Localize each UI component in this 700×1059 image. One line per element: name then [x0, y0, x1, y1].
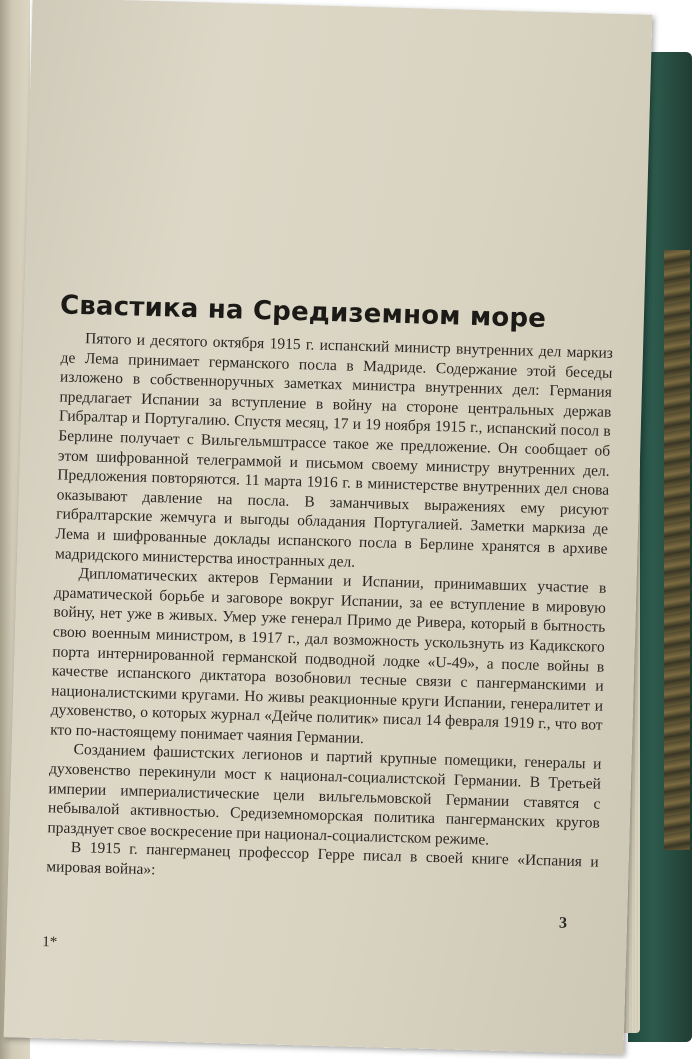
paragraph: Пятого и десятого октября 1915 г. испанский министр внутренних дел маркиз де Лема принимает германского посла в Мадриде. Содержание этой беседы изложено в собственноручных заметках министра внутренних дел: Германия предлагает Испании за вступление в войну на стороне центральных держав Гибралтар и Португалию. Спустя месяц, 17 и 19 ноября 1915 г., испанский посол в Берлине получает с Вильгельмштрассе такое же предложение. Он сообщает об этом шифрованной телеграммой и письмом своему министру внутренних дел. Предложения повторяются. 11 марта 1916 г. в министерстве внутренних дел снова оказывают давление на посла. В заманчивых выражениях ему рисуют гибралтарские жемчуга и выгоды обладания Португалией. Заметки маркиза де Лема и шифрованные доклады испанского посла в Берлине хранятся в архиве мадридского министерства иностранных дел.: [54, 330, 614, 571]
chapter-title: Свастика на Средиземном море: [59, 290, 547, 335]
book-page: [4, 0, 653, 1054]
paragraph: В 1915 г. пангерманец профессор Герре писал в своей книге «Испания и мировая война»:: [46, 839, 599, 879]
body-text: [46, 328, 613, 892]
marbled-cover-edge: [664, 250, 690, 850]
signature-mark: 1*: [42, 934, 58, 951]
paragraph: Созданием фашистских легионов и партий крупные помещики, генералы и духовенство перекинули мост к национал-социалистской Германии. В Третьей империи империалистические цели вильгельмовской Германии ставятся с небывалой активностью. Средиземноморская политика пангерманских кругов празднует свое воскресение при национал-социалистском режиме.: [47, 741, 602, 849]
paragraph: Дипломатических актеров Германии и Испании, принимавших участие в драматической борьбе и заговоре вокруг Испании, за ее вступление в мировую войну, нет уже в живых. Умер уже генерал Примо де Ривера, который в бытность свою военным министром, в 1917 г., дал возможность ускользнуть из Кадикского порта интернированной германской подводной лодке «U-49», а после войны в качестве испанского диктатора возобновил тесные связи с пангерманскими и националистскими кругами. Но живы реакционные круги Испании, генералитет и духовенство, о которых журнал «Дейче политик» писал 14 февраля 1919 г., что вот кто по-настоящему понимает чаяния Германии.: [49, 565, 607, 747]
page-number: 3: [558, 914, 568, 932]
